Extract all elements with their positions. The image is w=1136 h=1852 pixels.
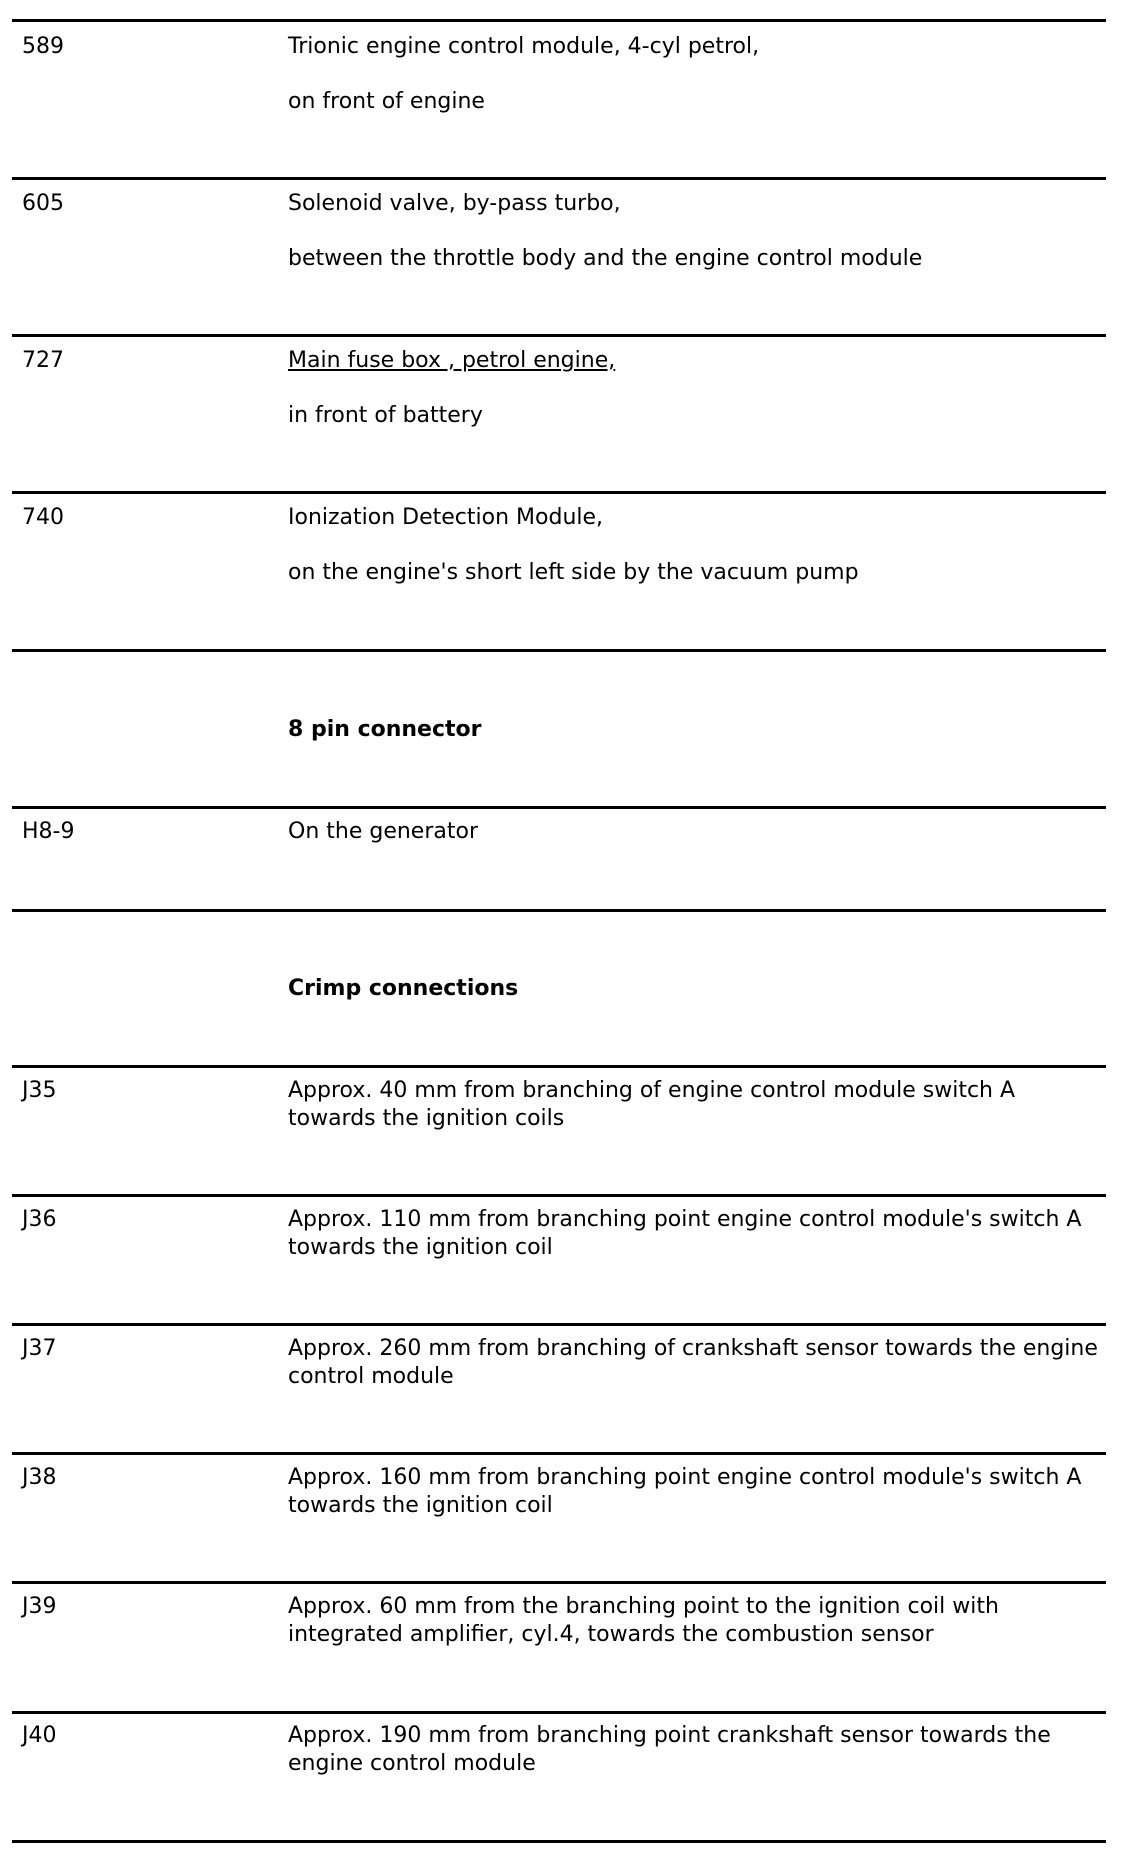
table-divider (12, 1452, 1106, 1455)
crimp-description (288, 1464, 1106, 1520)
crimp-description (288, 1593, 1106, 1649)
component-code: 589 (22, 34, 64, 59)
connector-code: H8-9 (22, 819, 75, 844)
table-divider (12, 19, 1106, 22)
crimp-description (288, 1722, 1106, 1778)
description-location: on the engine's short left side by the vacuum pump (288, 560, 859, 585)
description-location: on front of engine (288, 89, 485, 114)
component-code: 605 (22, 191, 64, 216)
description-location: between the throttle body and the engine control module (288, 246, 923, 271)
table-divider (12, 1711, 1106, 1714)
component-description (288, 347, 1106, 430)
table-divider (12, 806, 1106, 809)
description-line: Trionic engine control module, 4-cyl petrol, (288, 34, 760, 59)
component-code: 740 (22, 505, 64, 530)
crimp-code: J37 (22, 1336, 57, 1361)
table-divider (12, 334, 1106, 337)
table-divider (12, 177, 1106, 180)
connector-description (288, 818, 1106, 846)
crimp-description (288, 1077, 1106, 1133)
section-heading-8-pin: 8 pin connector (288, 717, 482, 742)
crimp-code: J35 (22, 1078, 57, 1103)
component-description (288, 33, 1106, 116)
table-divider (12, 1840, 1106, 1843)
table-divider (12, 1323, 1106, 1326)
table-divider (12, 1194, 1106, 1197)
description-line: Ionization Detection Module, (288, 505, 604, 530)
description-text: Approx. 110 mm from branching point engine control module's switch A towards the ignition coil (288, 1207, 1082, 1260)
table-divider (12, 491, 1106, 494)
description-text: Approx. 160 mm from branching point engine control module's switch A towards the ignition coil (288, 1465, 1082, 1518)
description-line: On the generator (288, 819, 478, 844)
description-text: Approx. 260 mm from branching of crankshaft sensor towards the engine control module (288, 1336, 1098, 1389)
description-text: Approx. 60 mm from the branching point to the ignition coil with integrated amplifier, cyl.4, towards the combustion sensor (288, 1594, 999, 1647)
component-description (288, 190, 1106, 273)
table-divider (12, 1065, 1106, 1068)
component-code: 727 (22, 348, 64, 373)
crimp-code: J39 (22, 1594, 57, 1619)
section-heading-crimp: Crimp connections (288, 976, 519, 1001)
main-fuse-box-link[interactable]: Main fuse box , petrol engine, (288, 348, 616, 373)
table-divider (12, 909, 1106, 912)
crimp-code: J38 (22, 1465, 57, 1490)
description-line: Solenoid valve, by-pass turbo, (288, 191, 621, 216)
component-description (288, 504, 1106, 587)
crimp-code: J40 (22, 1723, 57, 1748)
description-text: Approx. 40 mm from branching of engine control module switch A towards the ignition coils (288, 1078, 1016, 1131)
crimp-description (288, 1206, 1106, 1262)
description-text: Approx. 190 mm from branching point crankshaft sensor towards the engine control module (288, 1723, 1051, 1776)
table-divider (12, 649, 1106, 652)
table-divider (12, 1581, 1106, 1584)
description-location: in front of battery (288, 403, 483, 428)
crimp-code: J36 (22, 1207, 57, 1232)
crimp-description (288, 1335, 1106, 1391)
